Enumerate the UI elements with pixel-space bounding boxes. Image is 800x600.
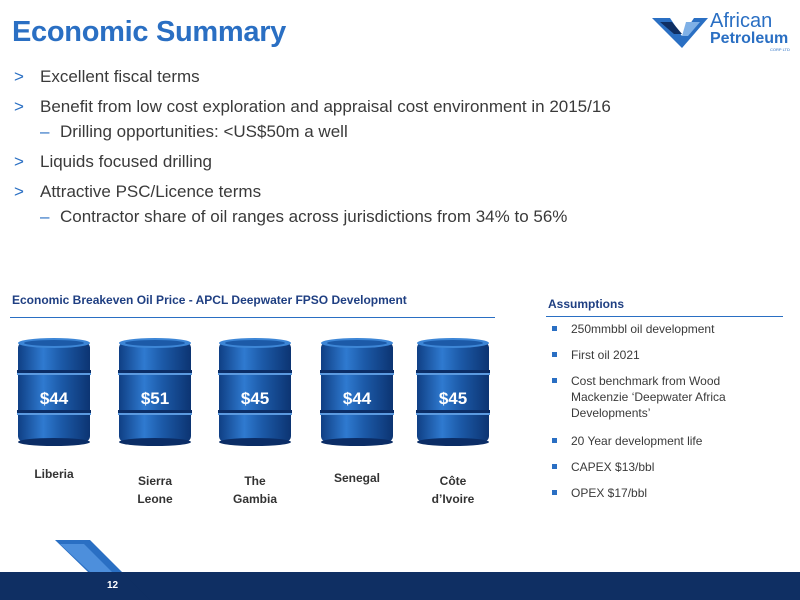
bullet-marker: > — [14, 67, 24, 86]
country-label — [312, 469, 402, 487]
breakeven-title: Economic Breakeven Oil Price - APCL Deepwater FPSO Development — [12, 293, 407, 307]
bullet-marker: > — [14, 182, 24, 201]
logo-text-line2: Petroleum — [710, 30, 789, 47]
square-bullet-icon — [552, 352, 557, 357]
square-bullet-icon — [552, 378, 557, 383]
assumptions-title: Assumptions — [548, 297, 625, 311]
breakeven-value: $45 — [438, 389, 468, 408]
sub-bullet-text: Drilling opportunities: <US$50m a well — [60, 122, 348, 141]
bullet-item — [14, 181, 714, 203]
square-bullet-icon — [552, 326, 557, 331]
assumption-item — [552, 347, 772, 363]
oil-barrel — [318, 336, 396, 448]
assumption-text: Cost benchmark from Wood Mackenzie ‘Deepwater Africa Developments’ — [571, 374, 726, 420]
bullet-text: Liquids focused drilling — [40, 152, 212, 171]
square-bullet-icon — [552, 490, 557, 495]
bullet-marker: > — [14, 152, 24, 171]
logo-text-line1: African — [710, 10, 773, 32]
bullet-text: Benefit from low cost exploration and appraisal cost environment in 2015/16 — [40, 97, 611, 116]
bullet-marker: > — [14, 97, 24, 116]
oil-barrel — [15, 336, 93, 448]
assumption-text: OPEX $17/bbl — [571, 486, 648, 500]
assumption-text: 20 Year development life — [571, 434, 703, 448]
country-label-line: The — [244, 474, 266, 488]
oil-barrel — [414, 336, 492, 448]
country-label — [110, 472, 200, 508]
assumption-item — [552, 459, 772, 475]
summary-bullets — [14, 66, 714, 228]
assumptions-divider — [546, 316, 783, 317]
sub-bullet-marker: – — [40, 207, 50, 226]
footer-chevron-graphic — [0, 540, 170, 600]
sub-bullet-marker: – — [40, 122, 50, 141]
oil-barrel — [216, 336, 294, 448]
breakeven-value: $44 — [39, 389, 69, 408]
country-label-line: Sierra — [137, 474, 173, 488]
country-label — [210, 472, 300, 508]
assumption-item — [552, 433, 772, 449]
country-label-line: Senegal — [333, 471, 381, 485]
square-bullet-icon — [552, 438, 557, 443]
bullet-text: Attractive PSC/Licence terms — [40, 182, 262, 201]
company-logo — [652, 10, 797, 52]
page-number: 12 — [107, 580, 119, 591]
page-title: Economic Summary — [12, 16, 287, 48]
bullet-item — [14, 151, 714, 173]
assumption-text: CAPEX $13/bbl — [571, 460, 655, 474]
assumption-item — [552, 321, 772, 337]
country-label-line: d’Ivoire — [431, 492, 475, 506]
square-bullet-icon — [552, 464, 557, 469]
sub-bullet-item — [14, 206, 714, 228]
breakeven-value: $44 — [342, 389, 372, 408]
bullet-text: Excellent fiscal terms — [40, 67, 200, 86]
logo-subtext: CORP LTD — [770, 47, 790, 52]
sub-bullet-item — [14, 121, 714, 143]
breakeven-value: $51 — [140, 389, 170, 408]
country-label-line: Côte — [439, 474, 467, 488]
country-label-line: Gambia — [232, 492, 277, 506]
oil-barrel — [116, 336, 194, 448]
assumption-item — [552, 485, 772, 501]
assumption-text: First oil 2021 — [571, 348, 640, 362]
breakeven-value: $45 — [240, 389, 270, 408]
country-label — [408, 472, 498, 508]
bullet-item — [14, 96, 714, 118]
country-label-line: Liberia — [34, 467, 74, 481]
sub-bullet-text: Contractor share of oil ranges across jurisdictions from 34% to 56% — [60, 207, 568, 226]
assumption-text: 250mmbbl oil development — [571, 322, 715, 336]
breakeven-divider — [10, 317, 495, 318]
assumption-item — [552, 373, 752, 421]
country-label — [9, 465, 99, 483]
bullet-item — [14, 66, 714, 88]
country-label-line: Leone — [137, 492, 173, 506]
